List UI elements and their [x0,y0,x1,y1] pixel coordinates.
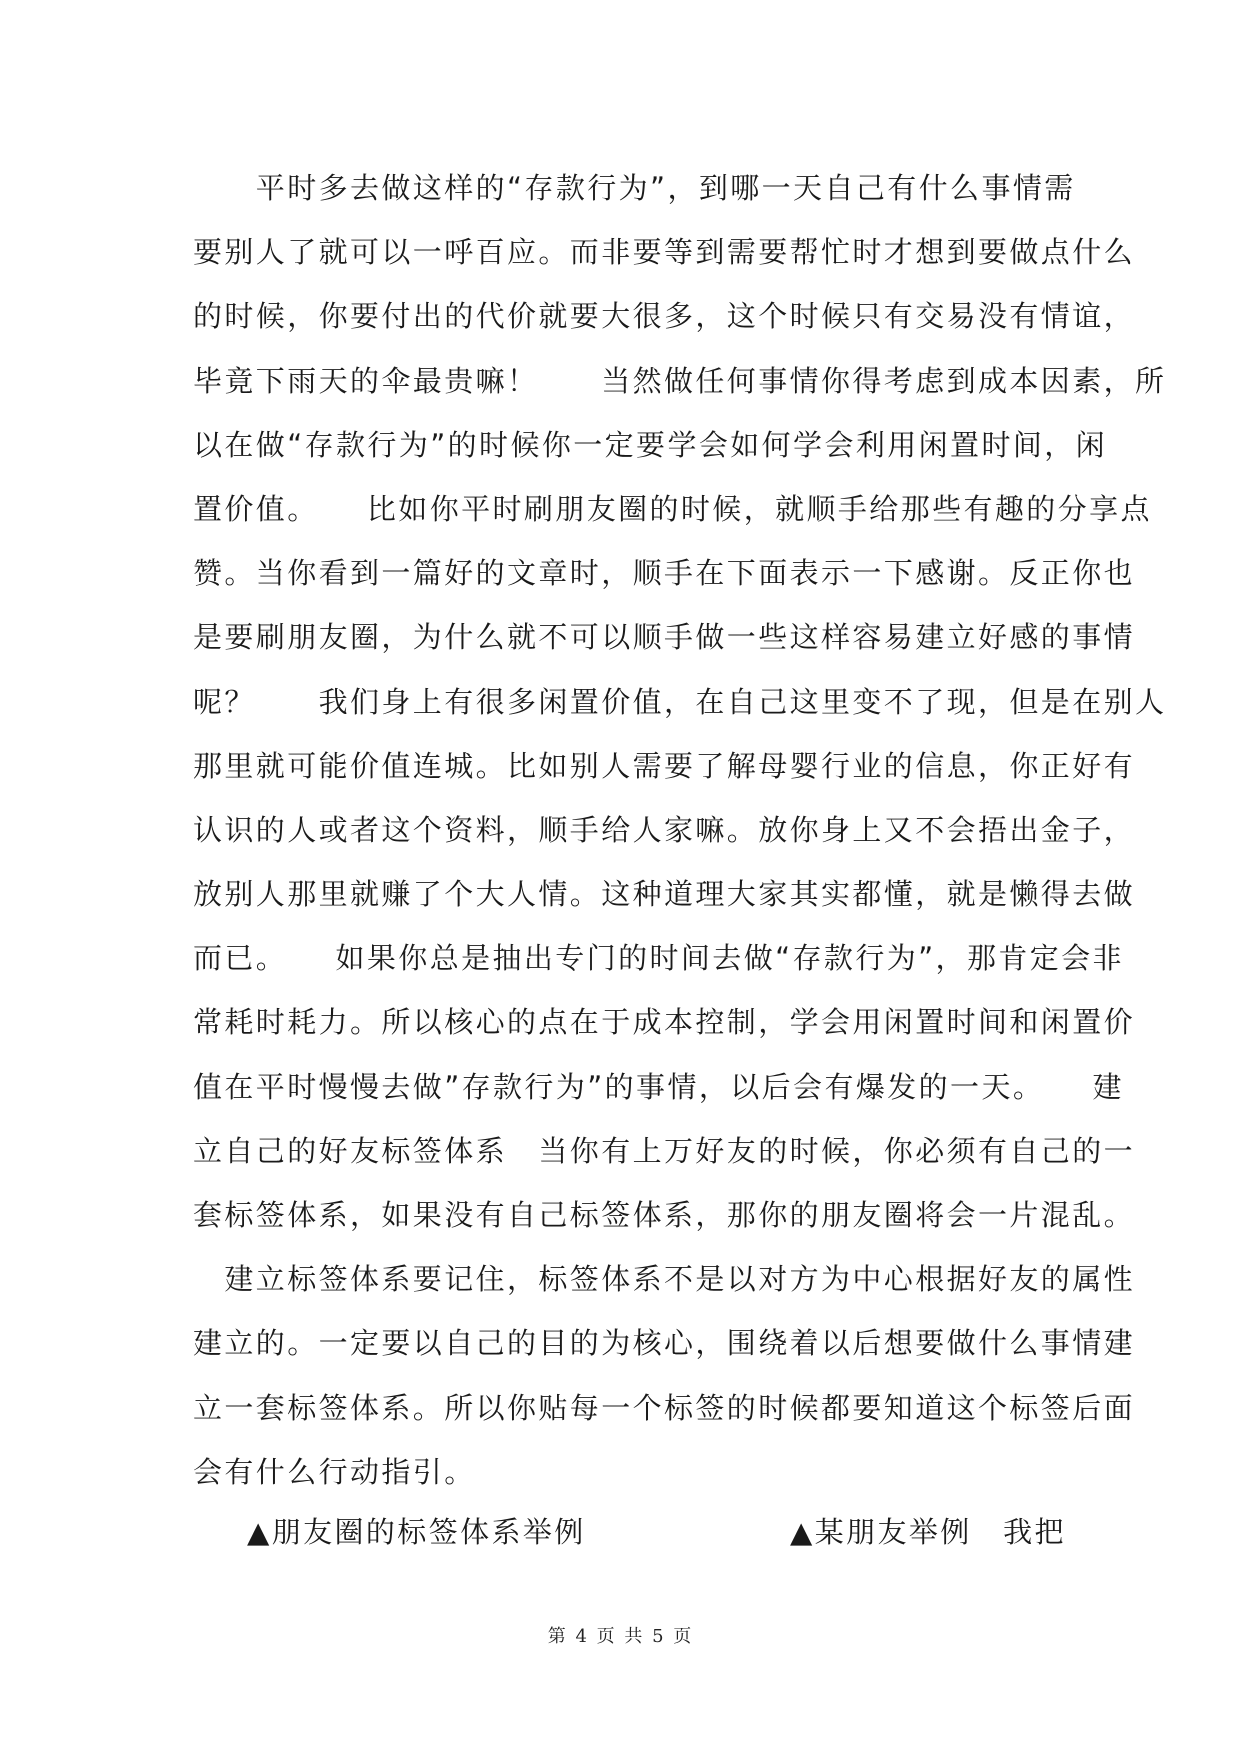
text-line: 那里就可能价值连城。比如别人需要了解母婴行业的信息，你正好有 [193,748,1136,783]
text-line: 以在做“存款行为”的时候你一定要学会如何学会利用闲置时间，闲 [193,427,1108,462]
body-text [193,156,1167,1504]
text-line: 建立标签体系要记住，标签体系不是以对方为中心根据好友的属性 [193,1262,1136,1297]
text-line: 常耗时耗力。所以核心的点在于成本控制，学会用闲置时间和闲置价 [193,1005,1136,1040]
text-line: 的时候，你要付出的代价就要大很多，这个时候只有交易没有情谊， [193,299,1136,334]
text-line: 呢？ 我们身上有很多闲置价值，在自己这里变不了现，但是在别人 [193,684,1167,719]
text-line: 置价值。 比如你平时刷朋友圈的时候，就顺手给那些有趣的分享点 [193,491,1152,526]
page-number-footer: 第 4 页 共 5 页 [547,1626,694,1647]
text-line: 而已。 如果你总是抽出专门的时间去做“存款行为”，那肯定会非 [193,941,1124,976]
text-line: 是要刷朋友圈，为什么就不可以顺手做一些这样容易建立好感的事情 [193,620,1136,655]
text-line: 建立的。一定要以自己的目的为核心，围绕着以后想要做什么事情建 [193,1326,1136,1361]
figure-caption-left: ▲朋友圈的标签体系举例 [247,1515,586,1549]
text-line: 认识的人或者这个资料，顺手给人家嘛。放你身上又不会捂出金子， [193,812,1136,847]
text-line: 平时多去做这样的“存款行为”，到哪一天自己有什么事情需 [193,171,1076,205]
figure-caption-right: ▲某朋友举例 我把 [790,1515,1066,1549]
text-line: 立自己的好友标签体系 当你有上万好友的时候，你必须有自己的一 [193,1133,1136,1168]
text-line: 赞。当你看到一篇好的文章时，顺手在下面表示一下感谢。反正你也 [193,556,1136,591]
text-line: 放别人那里就赚了个大人情。这种道理大家其实都懂，就是懒得去做 [193,877,1136,912]
text-line: 会有什么行动指引。 [193,1454,476,1489]
text-line: 套标签体系，如果没有自己标签体系，那你的朋友圈将会一片混乱。 [193,1198,1136,1232]
text-line: 立一套标签体系。所以你贴每一个标签的时候都要知道这个标签后面 [193,1390,1136,1425]
text-line: 毕竟下雨天的伞最贵嘛！ 当然做任何事情你得考虑到成本因素，所 [193,363,1167,398]
text-line: 要别人了就可以一呼百应。而非要等到需要帮忙时才想到要做点什么 [193,235,1136,270]
text-line: 值在平时慢慢去做”存款行为”的事情，以后会有爆发的一天。 建 [193,1069,1124,1104]
